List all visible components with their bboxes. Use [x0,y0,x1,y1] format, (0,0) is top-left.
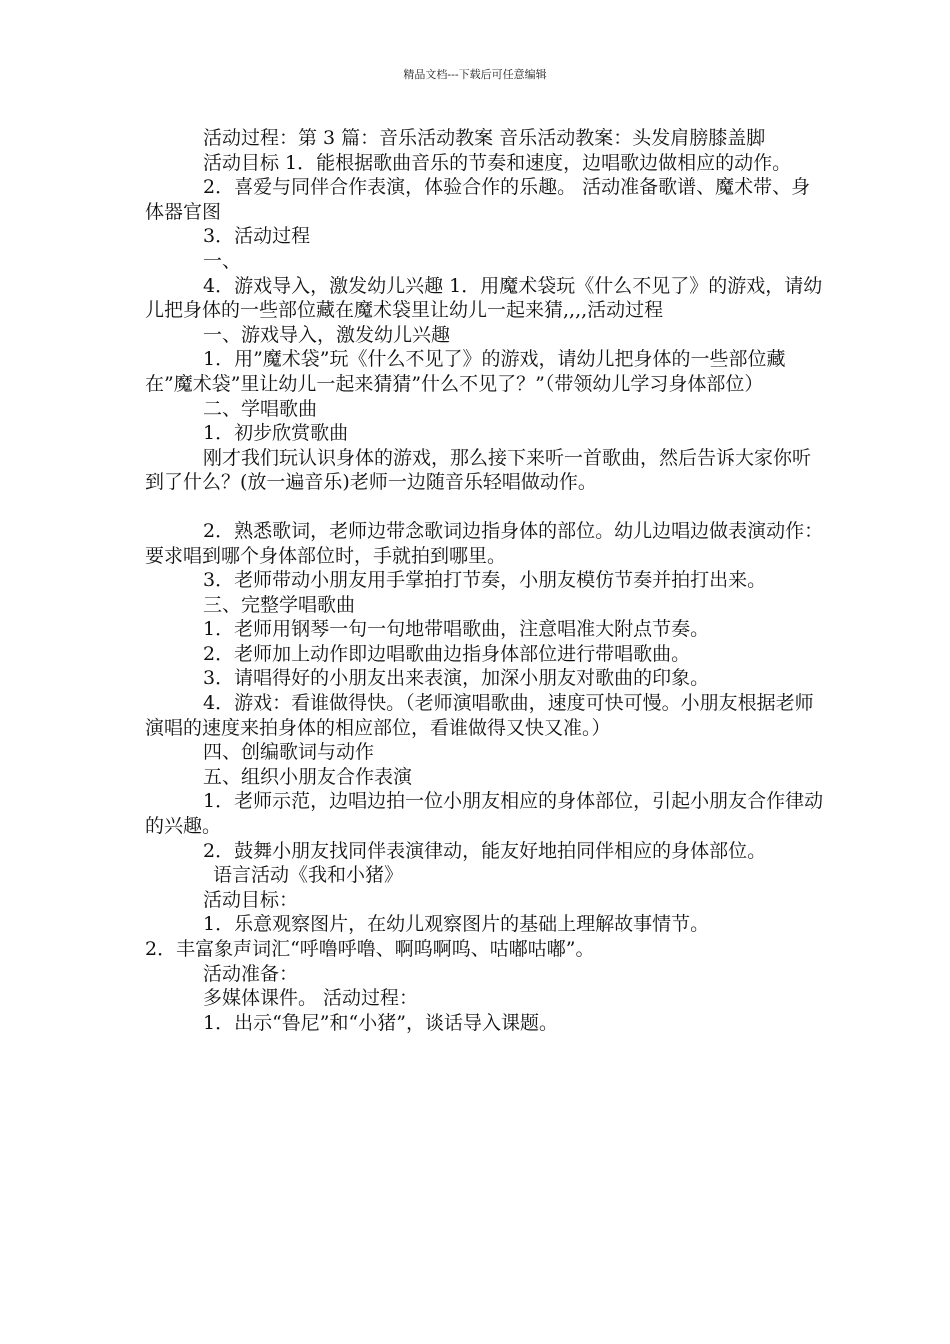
paragraph: 2．喜爱与同伴合作表演，体验合作的乐趣。 活动准备歌谱、魔术带、身体器官图 [145,176,811,223]
paragraph: 活动准备： [203,962,299,985]
paragraph: 活动过程：第 3 篇：音乐活动教案 音乐活动教案：头发肩膀膝盖脚 [203,127,766,149]
document-body [145,126,825,1035]
paragraph: 1．乐意观察图片，在幼儿观察图片的基础上理解故事情节。 [203,913,710,936]
paragraph: 3．请唱得好的小朋友出来表演，加深小朋友对歌曲的印象。 [203,667,710,690]
paragraph: 4．游戏导入，激发幼儿兴趣 1．用魔术袋玩《什么不见了》的游戏，请幼儿把身体的一些部位藏在魔术袋里让幼儿一起来猜,,,,活动过程 [145,274,823,322]
paragraph: 2．丰富象声词汇“呼噜呼噜、啊呜啊呜、咕嘟咕嘟”。 [145,938,595,960]
paragraph: 1．用”魔术袋”玩《什么不见了》的游戏，请幼儿把身体的一些部位藏在”魔术袋”里让幼儿一起来猜猜”什么不见了？”（带领幼儿学习身体部位） [145,348,786,395]
paragraph: 1．初步欣赏歌曲 [203,422,349,445]
paragraph: 活动目标： [203,888,299,911]
page-header: 精品文档---下载后可任意编辑 [403,68,547,81]
paragraph: 一、 [203,249,242,272]
blank-line [145,495,825,519]
paragraph: 多媒体课件。 活动过程： [203,987,419,1010]
paragraph: 三、完整学唱歌曲 [203,593,356,616]
paragraph: 2．鼓舞小朋友找同伴表演律动，能友好地拍同伴相应的身体部位。 [203,839,767,862]
paragraph: 1．出示“鲁尼”和“小猪”，谈话导入课题。 [203,1011,558,1034]
paragraph: 刚才我们玩认识身体的游戏，那么接下来听一首歌曲，然后告诉大家你听到了什么？(放一遍音乐)老师一边随音乐轻唱做动作。 [145,446,812,494]
paragraph: 四、创编歌词与动作 [203,741,375,764]
section-title: 语言活动《我和小猪》 [213,864,404,887]
paragraph: 1．老师用钢琴一句一句地带唱歌曲，注意唱准大附点节奏。 [203,618,710,641]
paragraph: 二、学唱歌曲 [203,397,318,420]
paragraph: 3．老师带动小朋友用手掌拍打节奏，小朋友模仿节奏并拍打出来。 [203,569,767,592]
paragraph: 4．游戏：看谁做得快。（老师演唱歌曲，速度可快可慢。小朋友根据老师演唱的速度来拍身体的相应部位，看谁做得又快又准。） [145,692,814,739]
paragraph: 一、游戏导入，激发幼儿兴趣 [203,323,451,346]
paragraph: 1．老师示范，边唱边拍一位小朋友相应的身体部位，引起小朋友合作律动的兴趣。 [145,790,824,838]
paragraph: 五、组织小朋友合作表演 [203,765,413,788]
paragraph: 活动目标 1．能根据歌曲音乐的节奏和速度，边唱歌边做相应的动作。 [203,151,792,174]
paragraph: 2．老师加上动作即边唱歌曲边指身体部位进行带唱歌曲。 [203,642,691,665]
paragraph: 2．熟悉歌词，老师边带念歌词边指身体的部位。幼儿边唱边做表演动作：要求唱到哪个身体部位时，手就拍到哪里。 [145,519,824,567]
paragraph: 3．活动过程 [203,225,311,248]
